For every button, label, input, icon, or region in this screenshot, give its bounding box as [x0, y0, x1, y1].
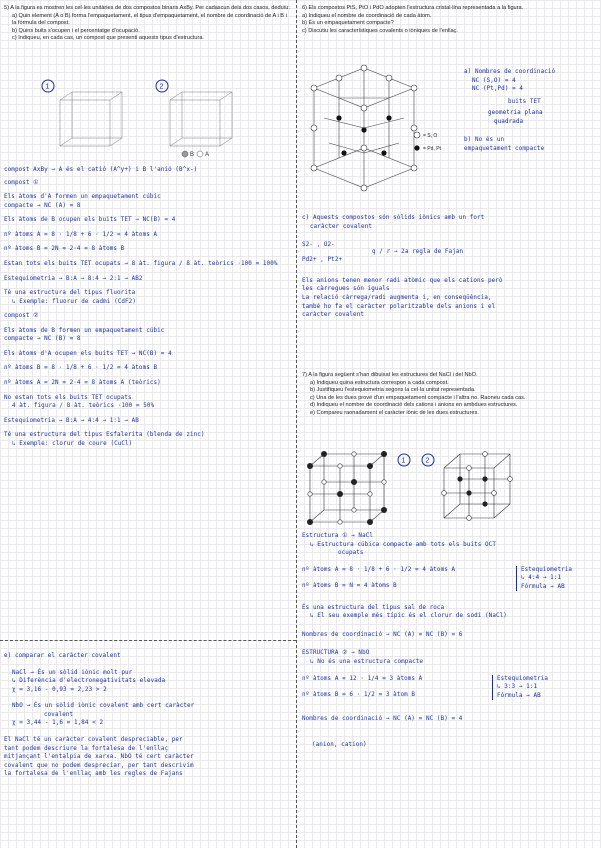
hw-line: ↳ 3:3 → 1:1 — [497, 684, 538, 691]
hw-line: NaCl → És un sòlid iònic molt pur — [12, 669, 133, 676]
hw-line: La relació càrrega/radi augmenta i, en conseqüència, — [302, 294, 492, 301]
question-7-item-c: c) Una de les dues prové d'un empaquetament compacte i l'altra no. Raoneu cada cas. — [310, 394, 526, 401]
hw-line: b) No és un — [464, 137, 505, 144]
hw-line: també ho fa el caràcter polaritzable dels anions i el — [302, 303, 496, 310]
hw-line: nº àtoms A = 2N = 2·4 = 8 àtoms A (teòrics) — [4, 380, 161, 386]
hw-line: Els àtoms d'A formen un empaquetament cúbic — [4, 194, 161, 201]
answer-7-handwritten — [302, 532, 597, 750]
hw-line: ↳ Exemple: fluorur de cadmi (CdF2) — [12, 298, 136, 305]
hw-line: Fórmula → AB — [497, 692, 541, 699]
hw-line: ↳ El seu exemple més típic és el clorur de sodi (NaCl) — [310, 613, 507, 620]
figure-2-label: 2 — [159, 83, 164, 91]
hw-line: Estequiometria → B:A → 4:4 → 1:1 → AB — [4, 417, 139, 424]
left-column — [0, 0, 296, 848]
hw-line: Estequiometria — [521, 566, 573, 573]
hw-line: (anion, cation) — [312, 742, 367, 749]
hw-line: compost AxBy → A és el catió (A^y+) i B l'anió (B^x-) — [4, 167, 198, 173]
hw-line: nº àtoms A = 8 · 1/8 + 6 · 1/2 = 4 àtoms A — [302, 566, 456, 573]
legend-so-label: = S, O — [423, 133, 438, 139]
hw-line: quadrada — [494, 118, 524, 125]
hw-line: caràcter covalent — [302, 312, 364, 319]
hw-line: El NaCl té un caràcter covalent despreciable, per — [4, 736, 183, 743]
question-6-item-a: a) Indiqueu el nombre de coordinació de cada àtom. — [302, 12, 432, 19]
hw-line: ocupats — [338, 550, 364, 557]
section-divider — [0, 640, 296, 641]
question-6-item-c: c) Discutiu les característiques covalents o iòniques de l'enllaç. — [302, 27, 458, 34]
legend-pt-label: = Pd, Pt — [423, 146, 441, 152]
hw-line: compost ② — [4, 313, 39, 320]
figure-2-label: 2 — [425, 457, 430, 465]
hw-line: Té una estructura del tipus Esfalerita (blenda de zinc) — [4, 432, 205, 439]
question-6-title: 6) Els compostos PtS, PtO i PdO adopten l'estructura cristal·lina representada a la figura. — [302, 5, 524, 11]
question-7-item-a: a) Indiqueu quina estructura correspon a cada compost. — [310, 379, 449, 386]
legend-b-label: B — [190, 152, 195, 158]
stoichiometry-brace — [492, 675, 548, 701]
hw-line: tant podem descriure la fortalesa de l'enllaç — [4, 745, 169, 752]
question-5-crystal-figure — [40, 78, 250, 158]
question-7-item-b: b) Justifiqueu l'estequiometria segons la cel·la unitat representada. — [310, 387, 476, 394]
figure-1-label: 1 — [401, 457, 406, 465]
answer-5-handwritten — [4, 166, 292, 448]
hw-line: χ = 3,16 - 0,93 = 2,23 > 2 — [12, 686, 107, 693]
hw-line: Té una estructura del tipus fluorita — [4, 290, 136, 297]
hw-line: geometria plana — [488, 110, 543, 117]
hw-line: nº àtoms B = 6 · 1/2 = 3 àtom B — [302, 692, 416, 699]
hw-line: Pd2+ , Pt2+ — [302, 257, 343, 264]
hw-line: empaquetament compacte — [464, 145, 545, 152]
hw-line: ↳ Exemple: clorur de coure (CuCl) — [12, 440, 133, 447]
hw-line: Estequiometria — [497, 675, 549, 682]
hw-line: nº àtoms A = 12 · 1/4 = 3 àtoms A — [302, 675, 423, 682]
question-5 — [4, 5, 292, 43]
hw-line: ↳ 4:4 → 1:1 — [521, 575, 562, 582]
stoichiometry-block-1 — [302, 566, 597, 594]
question-6-crystal-figure — [304, 58, 444, 198]
hw-line: q / r → 2a regla de Fajan — [372, 248, 464, 255]
hw-line: nº àtoms A = 8 · 1/8 + 6 · 1/2 = 4 àtoms A — [4, 231, 158, 238]
hw-line: NC (S,O) = 4 — [472, 77, 516, 84]
hw-line: covalent que no podem despreciar, per tant descrivim — [4, 762, 194, 769]
question-7 — [302, 372, 597, 417]
answer-6ab-handwritten — [464, 68, 600, 154]
hw-line: buits TET — [508, 98, 541, 105]
question-5-item-a: a) Quin element (A o B) forma l'empaquetament, el tipus d'empaquetament, el nombre de coordinació de A i B i la fórmula del compost. — [12, 12, 287, 27]
figure-1-label: 1 — [45, 83, 50, 91]
hw-line: caràcter covalent — [310, 223, 372, 230]
question-5-title: 5) A la figura es mostren les cel·les unitàries de dos compostos binaris AxBy. Per cadascun dels dos casos, deduïu: — [4, 5, 290, 11]
answer-7e-handwritten — [4, 652, 292, 779]
hw-line: S2- , O2- — [302, 242, 335, 249]
hw-line: a) Nombres de coordinació — [464, 69, 556, 75]
hw-line: la fortalesa de l'enllaç amb les regles de Fajans — [4, 771, 183, 778]
question-7-item-e: e) Compareu raonadament el caràcter iònic de les dues estructures. — [310, 409, 479, 416]
hw-line: Nombres de coordinació → NC (A) = NC (B) = 4 — [302, 715, 463, 722]
hw-line: ↳ No és una estructura compacte — [310, 658, 424, 665]
hw-line: Nombres de coordinació → NC (A) = NC (B) = 6 — [302, 631, 463, 638]
hw-line: NbO → És un sòlid iònic covalent amb cert caràcter — [12, 703, 195, 710]
right-column — [298, 0, 601, 848]
hw-line: És una estructura del tipus sal de roca — [302, 604, 445, 611]
hw-line: mitjançant l'entalpia de xarxa. NbO té cert caràcter — [4, 754, 194, 761]
hw-line: Estan tots els buits TET ocupats → 8 àt. figura / 8 àt. teòrics ·100 = 100% — [4, 260, 278, 267]
legend-a-label: A — [205, 152, 210, 158]
question-7-title: 7) A la figura següent s'han dibuixat les estructures del NaCl i del NbO. — [302, 372, 478, 378]
hw-line: χ = 3,44 - 1,6 = 1,84 < 2 — [12, 720, 104, 727]
hw-line: Fórmula → AB — [521, 583, 565, 590]
hw-line: les càrregues són iguals — [302, 286, 390, 293]
hw-line: e) comparar el caràcter covalent — [4, 653, 121, 659]
hw-line: Els anions tenen menor radi atòmic que els cations però — [302, 277, 503, 284]
question-5-item-b: b) Quins buits s'ocupen i el percentatge d'ocupació. — [12, 27, 140, 34]
answer-6c-handwritten — [302, 214, 597, 320]
question-6-item-b: b) És un empaquetament compacte? — [302, 20, 394, 27]
stoichiometry-brace — [516, 566, 572, 592]
question-5-item-c: c) Indiqueu, en cada cas, un compost que presenti aquests tipus d'estructura. — [12, 35, 204, 42]
hw-line: Estructura ① → NaCl — [302, 533, 374, 539]
hw-line: ↳ Estructura cúbica compacte amb tots els buits OCT — [310, 541, 496, 548]
hw-line: Estequiometria → B:A → 8:4 → 2:1 → AB2 — [4, 275, 143, 282]
hw-line: nº àtoms B = 2N = 2·4 = 8 àtoms B — [4, 246, 125, 253]
hw-line: Els àtoms de B ocupen els buits TET → NC(B) = 4 — [4, 217, 176, 224]
column-divider — [296, 0, 297, 848]
hw-line: ↳ Diferència d'electronegativitats elevada — [12, 678, 166, 685]
hw-line: NC (Pt,Pd) = 4 — [472, 86, 524, 93]
hw-line: No estan tots els buits TET ocupats — [4, 394, 132, 401]
hw-line: nº àtoms B = N = 4 àtoms B — [302, 583, 397, 590]
question-7-item-d: d) Indiqueu el nombre de coordinació dels cations i anions en ambdues estructures. — [310, 402, 518, 409]
hw-line: compacte → NC (B) = 8 — [4, 336, 81, 343]
stoichiometry-block-2 — [302, 675, 597, 703]
question-6 — [302, 5, 597, 35]
hw-line: ESTRUCTURA ② → NbO — [302, 650, 370, 657]
hw-line: covalent — [44, 711, 74, 718]
hw-line: compost ① — [4, 179, 39, 186]
hw-line: c) Aquests compostos són sòlids iònics amb un fort — [302, 215, 485, 221]
hw-line: Els àtoms d'A ocupen els buits TET → NC(B) = 4 — [4, 350, 172, 357]
hw-line: Els àtoms de B formen un empaquetament cúbic — [4, 327, 165, 334]
question-7-crystal-figure — [304, 446, 574, 526]
hw-line: 4 àt. figura / 8 àt. teòrics ·100 = 50% — [12, 403, 155, 410]
hw-line: nº àtoms B = 8 · 1/8 + 6 · 1/2 = 4 àtoms B — [4, 365, 158, 372]
hw-line: compacte → NC (A) = 8 — [4, 202, 81, 209]
